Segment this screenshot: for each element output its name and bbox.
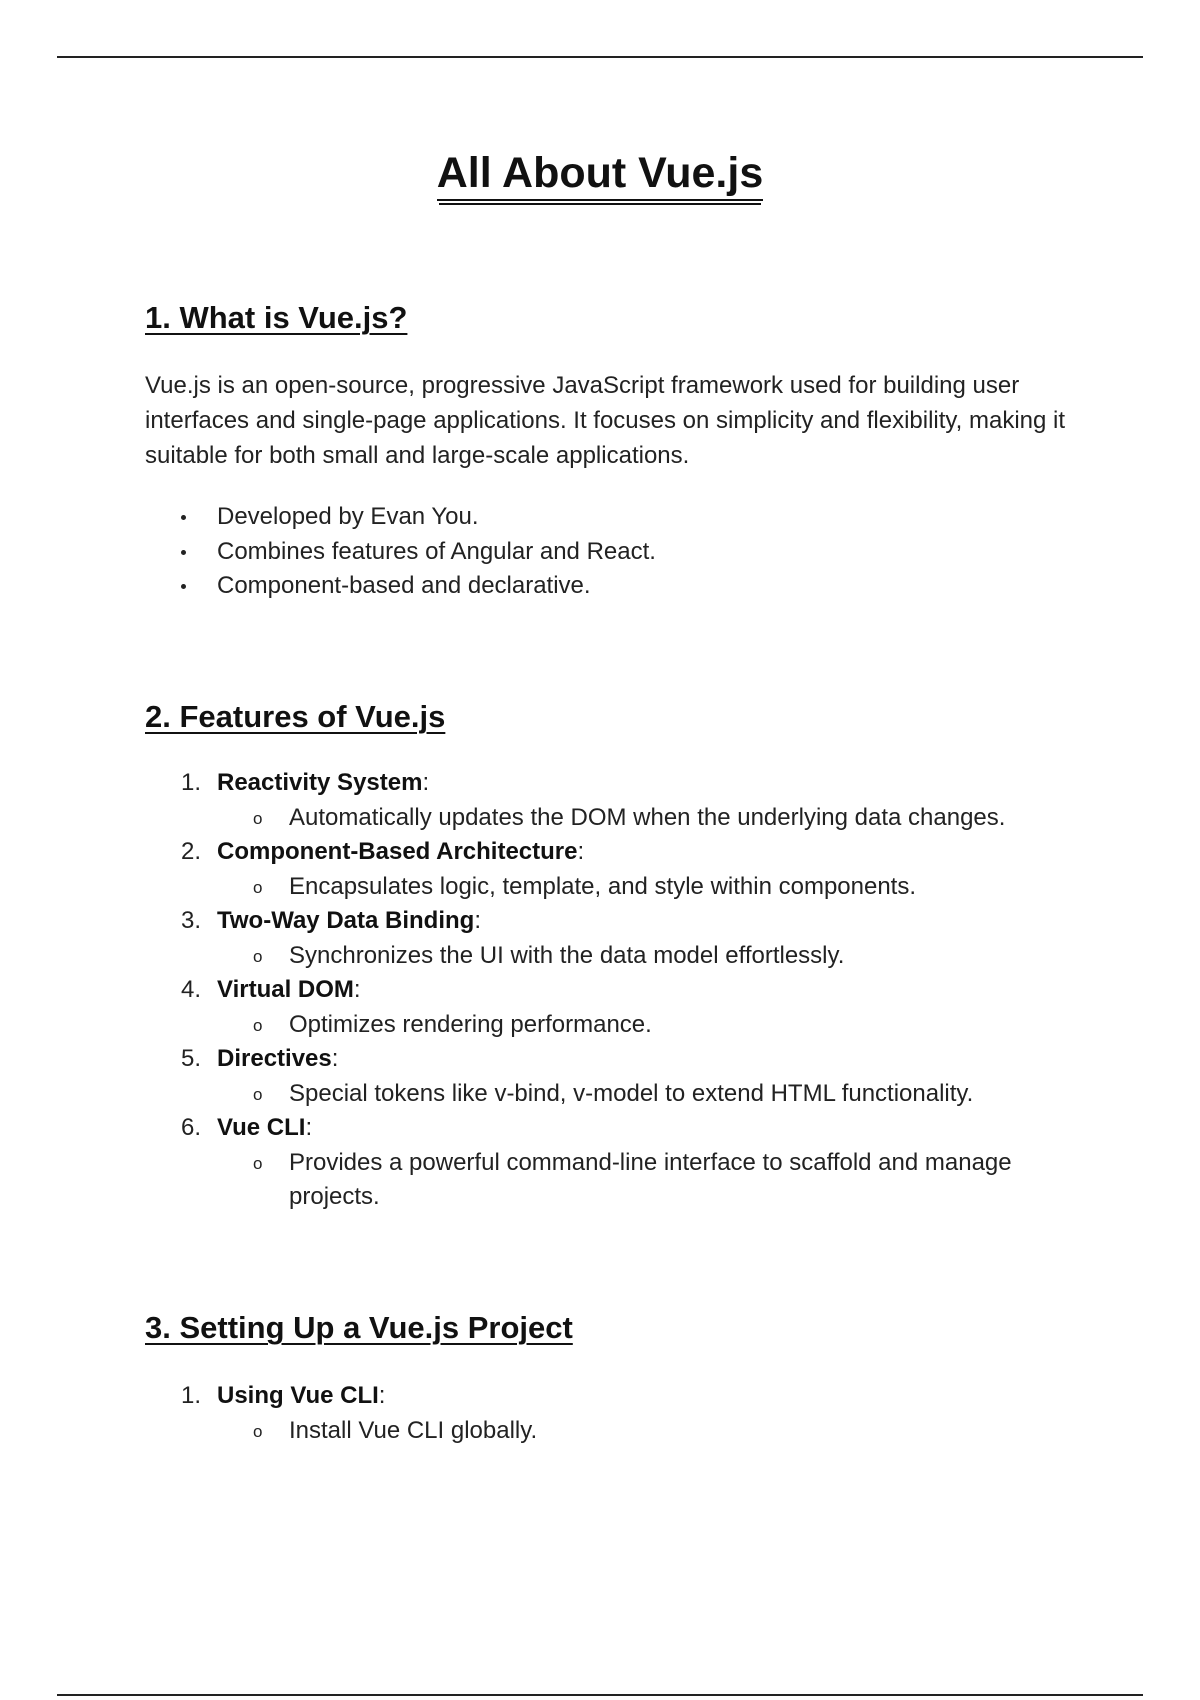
feature-item — [145, 835, 1095, 904]
feature-item — [145, 973, 1095, 1042]
circle-bullet-icon: o — [253, 877, 263, 897]
item-number: 1. — [181, 769, 202, 796]
intro-paragraph: Vue.js is an open-source, progressive JavaScript framework used for building user interfaces and single-page applications. It focuses on simplicity and flexibility, making it suitable for both small and large-scale applications. — [145, 372, 1066, 469]
sub-list — [217, 1414, 1095, 1449]
item-number: 4. — [181, 976, 202, 1003]
feature-title: Two-Way Data Binding — [217, 907, 475, 934]
circle-bullet-icon: o — [253, 1153, 263, 1173]
bottom-rule — [57, 1694, 1143, 1696]
setup-list — [145, 1379, 1095, 1448]
sub-item-text: Encapsulates logic, template, and style within components. — [289, 872, 917, 900]
feature-item — [145, 1111, 1095, 1215]
sub-item — [217, 1077, 1095, 1112]
sub-item-text: Provides a powerful command-line interface to scaffold and manage projects. — [289, 1148, 1012, 1210]
bullet-dot-icon — [181, 584, 186, 589]
circle-bullet-icon: o — [253, 808, 263, 828]
sub-list — [217, 801, 1095, 836]
title-colon: : — [331, 1045, 339, 1072]
feature-title: Vue CLI — [217, 1114, 306, 1141]
bullet-item — [145, 569, 656, 604]
sub-list — [217, 1077, 1095, 1112]
title-colon: : — [474, 907, 481, 934]
title-colon: : — [577, 838, 585, 865]
sub-item — [217, 1146, 1095, 1215]
document-title — [0, 150, 1200, 201]
item-number: 2. — [181, 838, 202, 865]
feature-title: Virtual DOM — [217, 976, 354, 1003]
section-heading-setup: 3. Setting Up a Vue.js Project — [145, 1310, 573, 1345]
sub-item — [217, 801, 1095, 836]
sub-list — [217, 1008, 1095, 1043]
feature-item — [145, 1042, 1095, 1111]
document-title-text: All About Vue.js — [437, 150, 764, 201]
top-rule — [57, 56, 1143, 58]
sub-list — [217, 939, 1095, 974]
title-colon: : — [422, 769, 430, 796]
section-heading-what-is-vue: 1. What is Vue.js? — [145, 300, 408, 335]
bullet-dot-icon — [181, 550, 186, 555]
features-list — [145, 766, 1095, 1215]
sub-item-text: Automatically updates the DOM when the underlying data changes. — [289, 803, 1006, 831]
sub-item-text: Special tokens like v-bind, v-model to extend HTML functionality. — [289, 1079, 974, 1107]
feature-title: Reactivity System — [217, 769, 423, 796]
circle-bullet-icon: o — [253, 946, 263, 966]
setup-item — [145, 1379, 1095, 1448]
sub-item-text: Install Vue CLI globally. — [289, 1416, 538, 1444]
circle-bullet-icon: o — [253, 1421, 263, 1441]
circle-bullet-icon: o — [253, 1084, 263, 1104]
intro-bullet-list — [145, 500, 656, 604]
section-heading-features: 2. Features of Vue.js — [145, 699, 446, 734]
title-colon: : — [305, 1114, 313, 1141]
title-colon: : — [378, 1382, 386, 1409]
sub-item — [217, 1414, 1095, 1449]
sub-item — [217, 939, 1095, 974]
bullet-item — [145, 500, 656, 535]
title-colon: : — [353, 976, 361, 1003]
item-number: 5. — [181, 1045, 202, 1072]
feature-item — [145, 766, 1095, 835]
sub-list — [217, 1146, 1095, 1215]
sub-list — [217, 870, 1095, 905]
sub-item — [217, 870, 1095, 905]
feature-item — [145, 904, 1095, 973]
bullet-item — [145, 535, 656, 570]
bullet-text: Component-based and declarative. — [217, 572, 591, 599]
feature-title: Component-Based Architecture — [217, 838, 578, 865]
sub-item-text: Optimizes rendering performance. — [289, 1010, 652, 1038]
sub-item-text: Synchronizes the UI with the data model effortlessly. — [289, 941, 845, 969]
bullet-text: Combines features of Angular and React. — [217, 537, 656, 565]
bullet-dot-icon — [181, 515, 186, 520]
feature-title: Directives — [217, 1045, 332, 1072]
circle-bullet-icon: o — [253, 1015, 263, 1035]
setup-title: Using Vue CLI — [217, 1382, 379, 1409]
item-number: 1. — [181, 1382, 202, 1409]
bullet-text: Developed by Evan You. — [217, 503, 479, 530]
sub-item — [217, 1008, 1095, 1043]
item-number: 3. — [181, 907, 202, 934]
item-number: 6. — [181, 1114, 202, 1141]
